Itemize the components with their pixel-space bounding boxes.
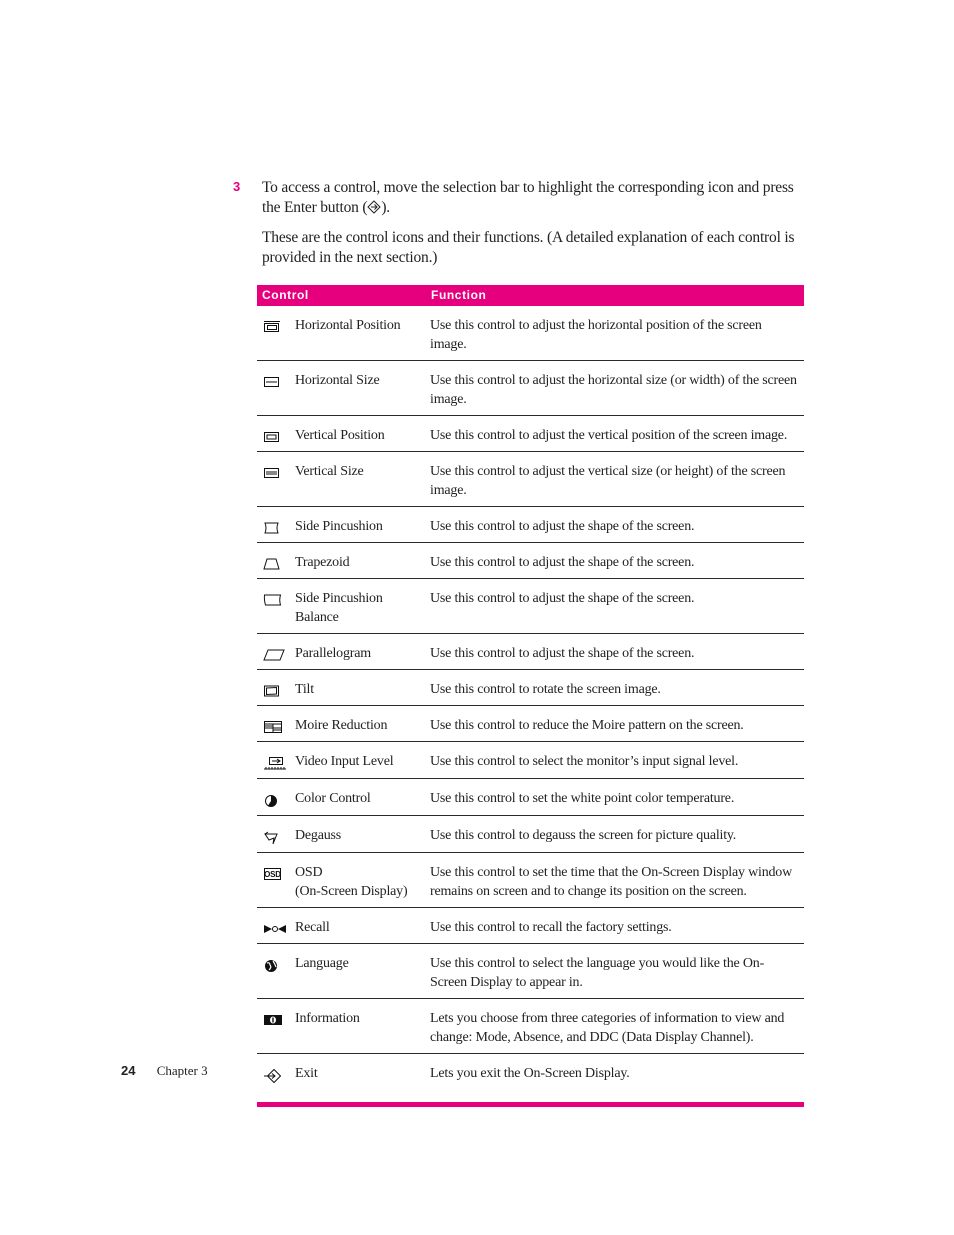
language-icon	[257, 944, 295, 999]
control-table-header	[257, 285, 804, 306]
tilt-icon	[257, 670, 295, 706]
vertical-position-icon	[257, 416, 295, 452]
table-row	[257, 816, 804, 853]
table-row	[257, 999, 804, 1054]
table-row	[257, 908, 804, 944]
step-instruction	[262, 178, 808, 220]
control-name: Degauss	[295, 816, 426, 853]
control-name: Tilt	[295, 670, 426, 706]
control-name: Information	[295, 999, 426, 1054]
control-function: Use this control to set the white point color temperature.	[426, 779, 804, 816]
header-control: Control	[257, 285, 426, 306]
control-function: Use this control to set the time that the On-Screen Display window remains on screen and to change its position on the screen.	[426, 853, 804, 908]
table-row	[257, 944, 804, 999]
control-function: Lets you exit the On-Screen Display.	[430, 1066, 630, 1081]
control-name: Exit	[295, 1066, 318, 1081]
table-row	[257, 452, 804, 507]
control-name: Language	[295, 944, 426, 999]
horizontal-position-icon	[257, 306, 295, 361]
table-row	[257, 1054, 804, 1105]
control-function: Use this control to select the monitor’s input signal level.	[426, 742, 804, 779]
control-name: Moire Reduction	[295, 706, 426, 742]
control-name: Recall	[295, 908, 426, 944]
control-function: Use this control to select the language you would like the On-Screen Display to appear in.	[426, 944, 804, 999]
control-function: Use this control to adjust the shape of the screen.	[426, 634, 804, 670]
control-table	[257, 285, 804, 1107]
header-function: Function	[426, 285, 804, 306]
control-name: Side Pincushion Balance	[295, 579, 426, 634]
control-function: Use this control to adjust the horizontal position of the screen image.	[426, 306, 804, 361]
table-row	[257, 543, 804, 579]
vertical-size-icon	[257, 452, 295, 507]
osd-icon	[257, 853, 295, 908]
control-function: Use this control to adjust the vertical size (or height) of the screen image.	[426, 452, 804, 507]
table-row	[257, 361, 804, 416]
table-row	[257, 853, 804, 908]
control-function: Lets you choose from three categories of information to view and change: Mode, Absence, and DDC (Data Display Channel).	[426, 999, 804, 1054]
table-row	[257, 670, 804, 706]
step-instruction-text: To access a control, move the selection bar to highlight the corresponding icon and press the Enter button (	[262, 179, 794, 216]
control-function: Use this control to recall the factory settings.	[426, 908, 804, 944]
color-control-icon	[257, 779, 295, 816]
control-function: Use this control to degauss the screen for picture quality.	[426, 816, 804, 853]
chapter-label: Chapter 3	[156, 1063, 208, 1078]
side-pincushion-icon	[257, 507, 295, 543]
control-name: Parallelogram	[295, 634, 426, 670]
exit-icon	[257, 1054, 295, 1105]
control-function: Use this control to adjust the shape of the screen.	[426, 543, 804, 579]
degauss-icon	[257, 816, 295, 853]
control-function: Use this control to adjust the shape of the screen.	[426, 507, 804, 543]
step-description: These are the control icons and their functions. (A detailed explanation of each control is provided in the next section.)	[262, 229, 795, 266]
information-icon	[257, 999, 295, 1054]
control-name: Vertical Position	[295, 416, 426, 452]
page-footer	[121, 1063, 208, 1079]
control-name: OSD (On-Screen Display)	[295, 853, 426, 908]
control-function: Use this control to adjust the shape of the screen.	[426, 579, 804, 634]
table-row	[257, 634, 804, 670]
step-3	[233, 178, 808, 268]
trapezoid-icon	[257, 543, 295, 579]
video-input-level-icon	[257, 742, 295, 779]
control-function: Use this control to adjust the vertical position of the screen image.	[426, 416, 804, 452]
control-name: Color Control	[295, 779, 426, 816]
control-name: Vertical Size	[295, 452, 426, 507]
svg-text:OSD: OSD	[264, 870, 281, 879]
control-name: Video Input Level	[295, 742, 426, 779]
control-name: Horizontal Size	[295, 361, 426, 416]
table-row	[257, 306, 804, 361]
control-name: Trapezoid	[295, 543, 426, 579]
control-function: Use this control to adjust the horizontal size (or width) of the screen image.	[426, 361, 804, 416]
step-instruction-end: ).	[381, 199, 390, 216]
control-name: Horizontal Position	[295, 306, 426, 361]
recall-icon	[257, 908, 295, 944]
table-row	[257, 416, 804, 452]
table-row	[257, 706, 804, 742]
horizontal-size-icon	[257, 361, 295, 416]
enter-button-icon	[367, 200, 381, 220]
step-number: 3	[233, 179, 241, 194]
side-pincushion-balance-icon	[257, 579, 295, 634]
parallelogram-icon	[257, 634, 295, 670]
page-number: 24	[121, 1063, 136, 1078]
control-function: Use this control to reduce the Moire pattern on the screen.	[426, 706, 804, 742]
table-row	[257, 779, 804, 816]
table-row	[257, 579, 804, 634]
table-row	[257, 507, 804, 543]
control-function: Use this control to rotate the screen image.	[426, 670, 804, 706]
moire-reduction-icon	[257, 706, 295, 742]
control-name: Side Pincushion	[295, 507, 426, 543]
table-row	[257, 742, 804, 779]
